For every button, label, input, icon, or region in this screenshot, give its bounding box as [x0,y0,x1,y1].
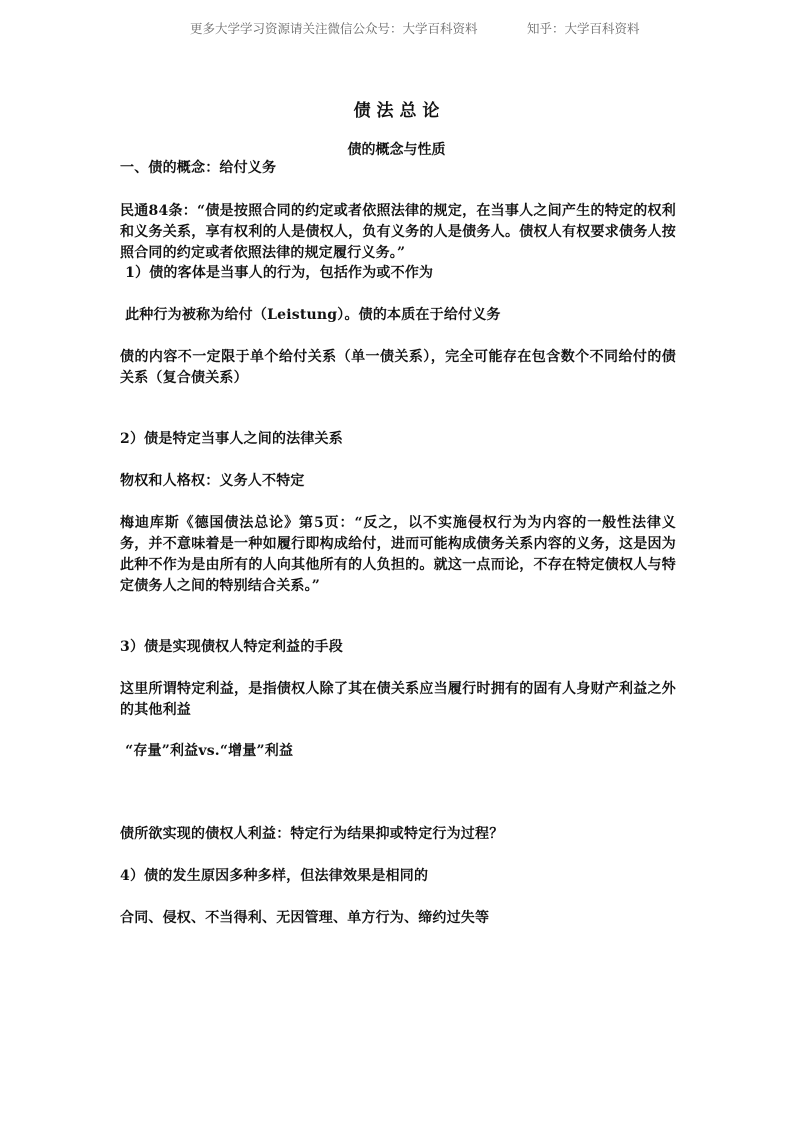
paragraph: “存量”利益vs.“增量”利益 [120,743,294,759]
header-zhihu-notice: 知乎：大学百科资料 [527,21,640,36]
paragraph: 梅迪库斯《德国债法总论》第5页：“反之，以不实施侵权行为为内容的一般性法律义务，并不意味着是一种如履行即构成给付，进而可能构成债务关系内容的义务，这是因为此种不作为是由所有的人向其他所有的人负担的。就这一点而论，不存在特定债权人与特定债务人之间的特别结合关系。” [120,515,676,594]
paragraph: 4）债的发生原因多种多样，但法律效果是相同的 [120,868,429,884]
header-wechat-notice: 更多大学学习资源请关注微信公众号：大学百科资料 [190,21,478,36]
paragraph: 民通84条：“债是按照合同的约定或者依照法律的规定，在当事人之间产生的特定的权利和义务关系，享有权利的人是债权人，负有义务的人是债务人。债权人有权要求债务人按照合同的约定或者依照法律的规定履行义务。” [120,203,676,261]
paragraph: 债所欲实现的债权人利益：特定行为结果抑或特定行为过程？ [120,826,504,842]
paragraph: 3）债是实现债权人特定利益的手段 [120,639,343,655]
paragraph: 2）债是特定当事人之间的法律关系 [120,431,343,447]
paragraph: 合同、侵权、不当得利、无因管理、单方行为、缔约过失等 [120,910,490,926]
paragraph: 物权和人格权：义务人不特定 [120,473,305,489]
paragraph: 这里所谓特定利益，是指债权人除了其在债关系应当履行时拥有的固有人身财产利益之外的其他利益 [120,681,676,718]
paragraph: 债的内容不一定限于单个给付关系（单一债关系），完全可能存在包含数个不同给付的债关系（复合债关系） [120,349,676,386]
paragraph: 此种行为被称为给付（Leistung）。债的本质在于给付义务 [120,307,501,323]
section-heading: 一、债的概念：给付义务 [120,160,277,176]
paragraph: 1）债的客体是当事人的行为，包括作为或不作为 [120,265,434,281]
document-subtitle: 债的概念与性质 [347,142,446,158]
document-title: 债 法 总 论 [353,101,440,121]
